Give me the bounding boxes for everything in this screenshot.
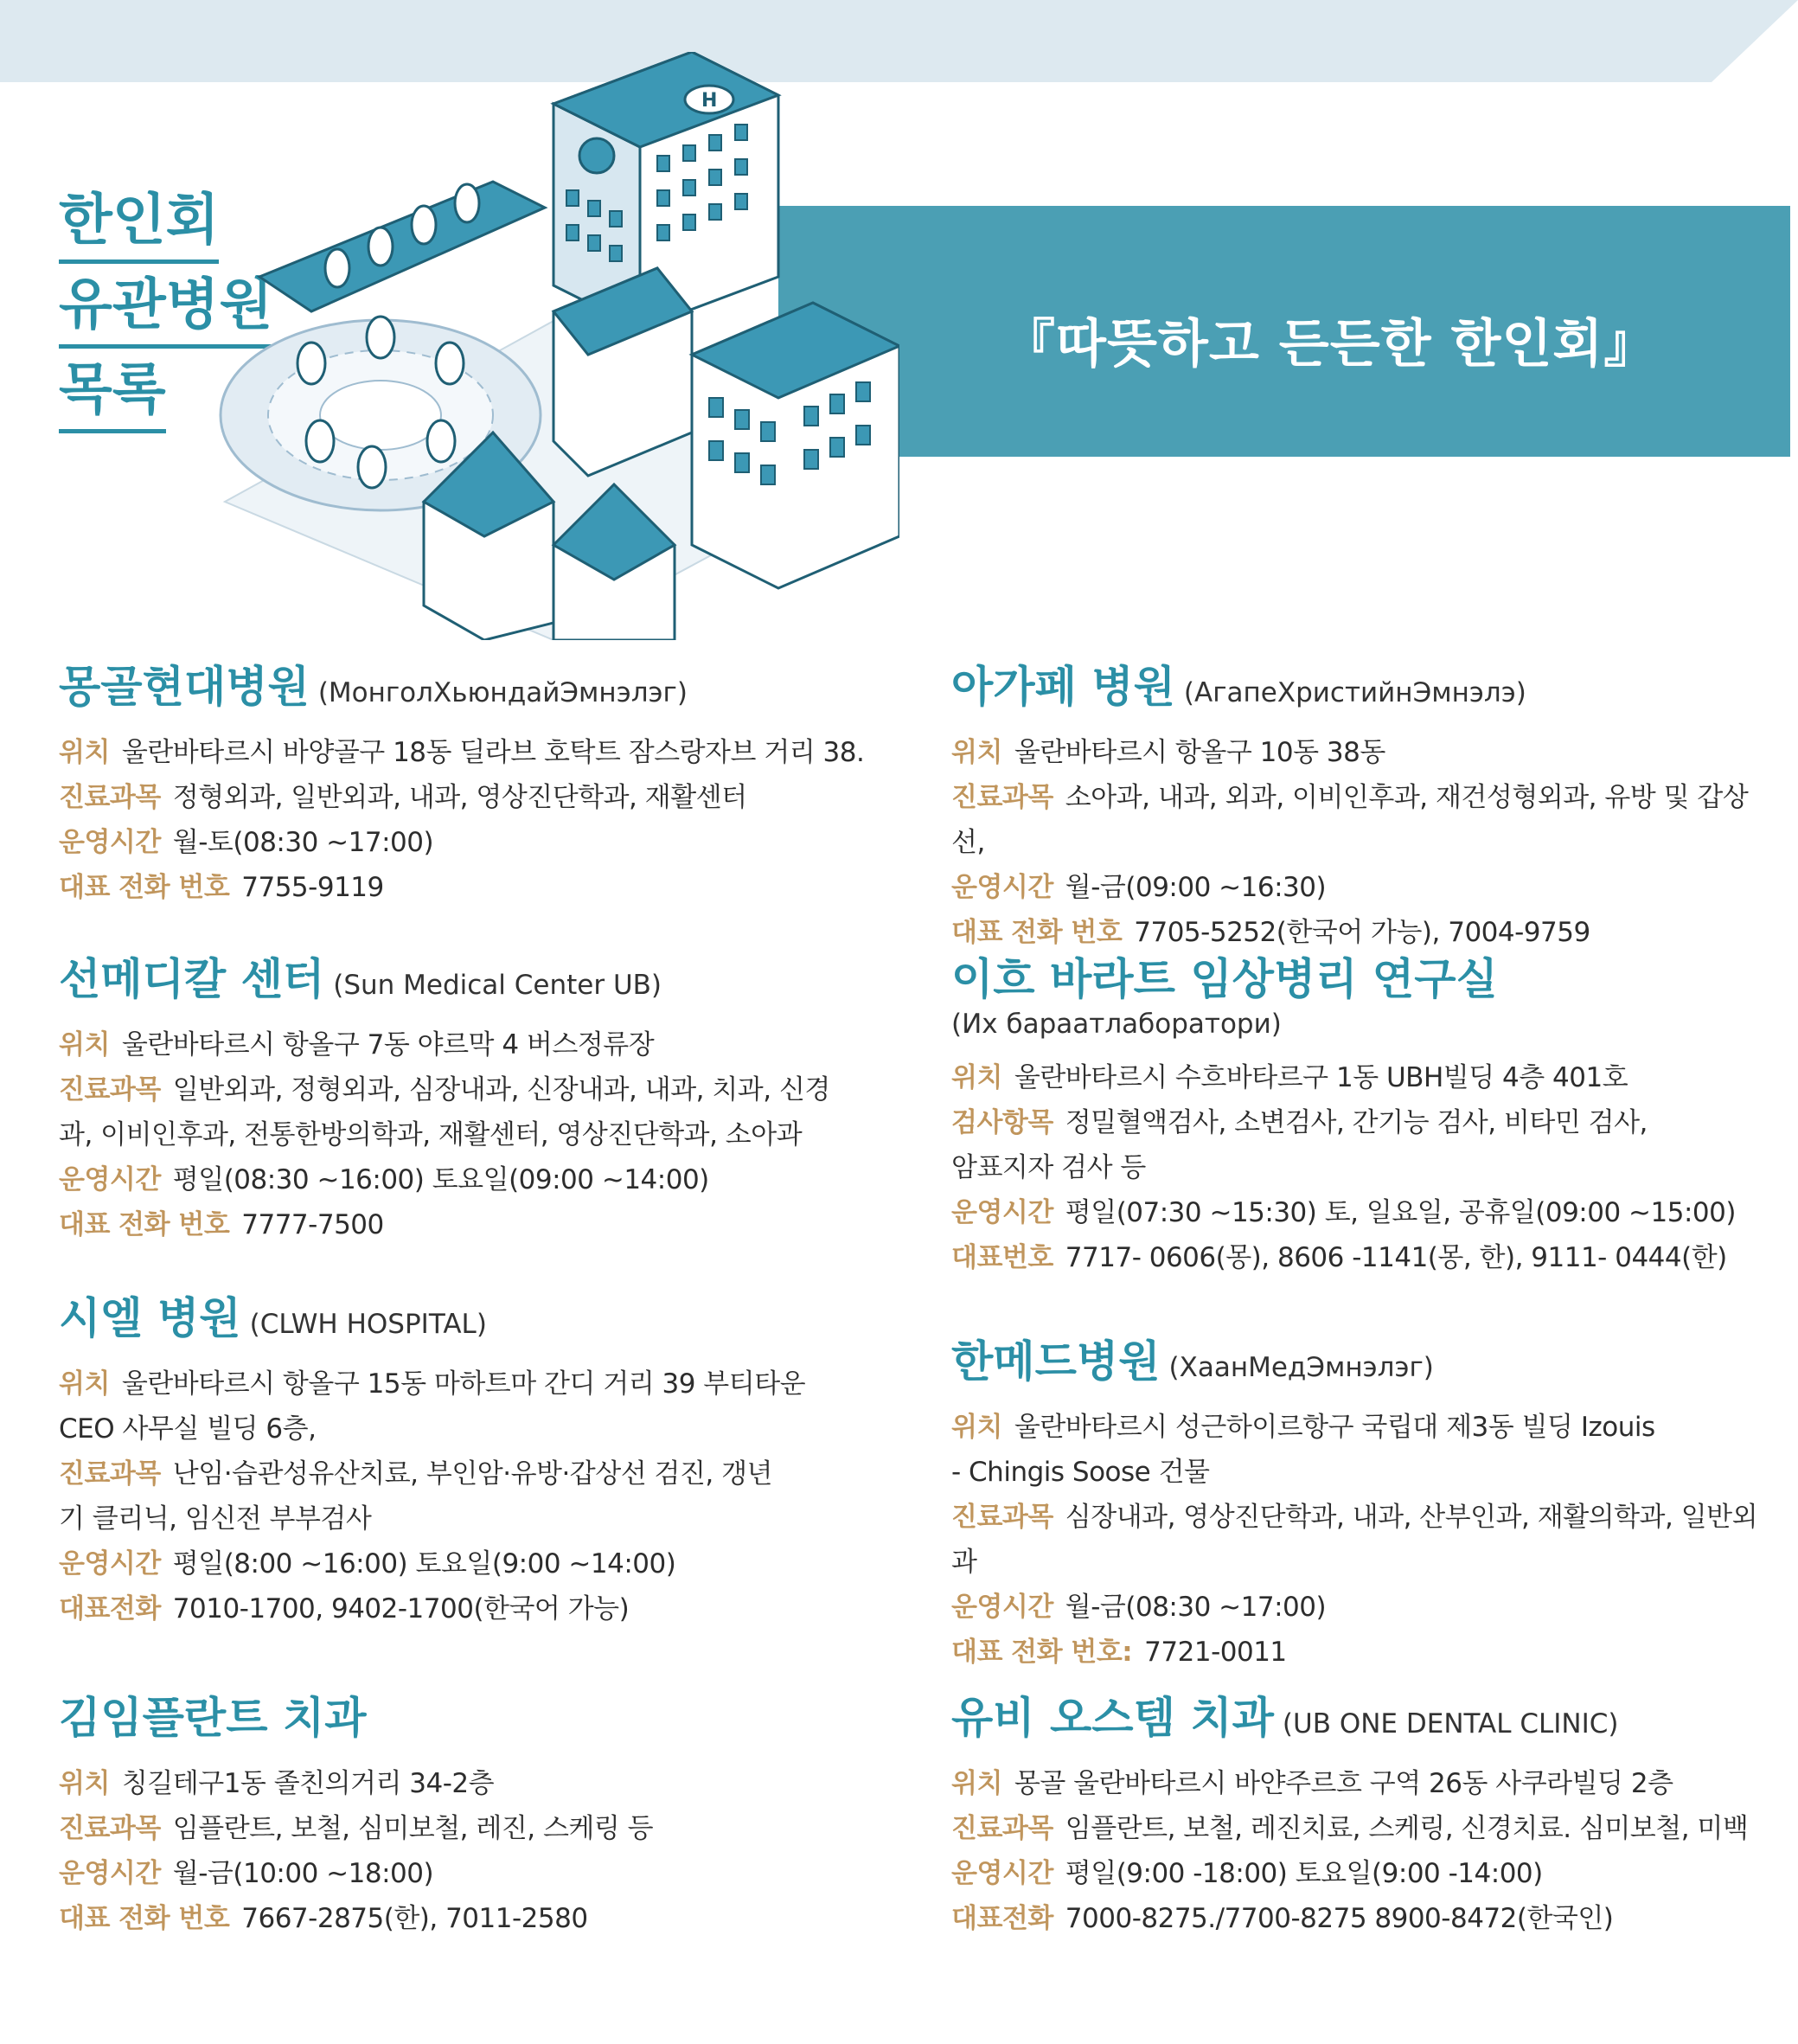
row-text: 7000-8275./7700-8275 8900-8472(한국인) bbox=[1065, 1903, 1614, 1934]
info-row-departments-cont bbox=[59, 1496, 889, 1541]
title-line-3: 목록 bbox=[59, 351, 166, 433]
info-row-departments bbox=[59, 1067, 889, 1112]
row-text: 암표지자 검사 등 bbox=[951, 1152, 1146, 1183]
info-row-hours bbox=[951, 1851, 1782, 1896]
row-text: CEO 사무실 빌딩 6층, bbox=[59, 1413, 317, 1445]
info-row-phone bbox=[951, 1896, 1782, 1941]
info-row-location bbox=[59, 730, 889, 775]
row-text: 7010-1700, 9402-1700(한국어 가능) bbox=[172, 1593, 630, 1624]
hospital-name: 유비 오스템 치과 bbox=[951, 1693, 1274, 1743]
row-label: 진료과목 bbox=[59, 1074, 161, 1105]
row-label: 위치 bbox=[59, 1368, 110, 1400]
info-row-location bbox=[951, 730, 1782, 775]
row-label: 위치 bbox=[59, 1029, 110, 1060]
info-row-departments bbox=[951, 775, 1782, 865]
row-text: 소아과, 내과, 외과, 이비인후과, 재건성형외과, 유방 및 갑상선, bbox=[951, 782, 1749, 858]
row-text: 7705-5252(한국어 가능), 7004-9759 bbox=[1134, 917, 1590, 948]
info-row-phone bbox=[951, 1630, 1782, 1675]
row-label: 대표 전화 번호 bbox=[59, 1903, 230, 1934]
hospital-entry-mongol-hyundai bbox=[59, 652, 889, 910]
info-row-location bbox=[951, 1405, 1782, 1450]
row-label: 위치 bbox=[59, 1768, 110, 1799]
info-row-departments-cont bbox=[59, 1112, 889, 1157]
row-text: 임플란트, 보철, 레진치료, 스케링, 신경치료. 심미보철, 미백 bbox=[1065, 1813, 1749, 1844]
row-text: 일반외과, 정형외과, 심장내과, 신장내과, 내과, 치과, 신경 bbox=[172, 1074, 830, 1105]
row-label: 대표 전화 번호 bbox=[59, 872, 230, 903]
row-text: 기 클리닉, 임신전 부부검사 bbox=[59, 1503, 372, 1535]
info-row-departments bbox=[951, 1806, 1782, 1851]
hospital-subtitle: (АгапеХристийнЭмнэлэ) bbox=[1183, 677, 1526, 708]
row-text: 과, 이비인후과, 전통한방의학과, 재활센터, 영상진단학과, 소아과 bbox=[59, 1119, 803, 1150]
hospital-name: 아가페 병원 bbox=[951, 662, 1175, 712]
row-label: 대표 전화 번호: bbox=[951, 1637, 1133, 1668]
info-row-location bbox=[951, 1055, 1782, 1100]
row-label: 운영시간 bbox=[59, 827, 161, 858]
info-row-departments bbox=[59, 775, 889, 820]
info-row-phone bbox=[59, 865, 889, 910]
row-label: 위치 bbox=[951, 1062, 1002, 1093]
row-label: 운영시간 bbox=[951, 872, 1053, 903]
info-row-hours bbox=[59, 1541, 889, 1586]
info-row-location bbox=[951, 1761, 1782, 1806]
row-label: 대표 전화 번호 bbox=[59, 1209, 230, 1240]
row-label: 위치 bbox=[951, 1412, 1002, 1443]
row-text: 평일(9:00 -18:00) 토요일(9:00 -14:00) bbox=[1065, 1858, 1543, 1889]
row-text: 임플란트, 보철, 심미보철, 레진, 스케링 등 bbox=[172, 1813, 654, 1844]
row-text: 난임·습관성유산치료, 부인암·유방·갑상선 검진, 갱년 bbox=[172, 1458, 772, 1490]
row-label: 운영시간 bbox=[59, 1548, 161, 1579]
row-label: 위치 bbox=[951, 737, 1002, 768]
slogan-text: 『따뜻하고 든든한 한인회』 bbox=[1003, 314, 1657, 375]
info-row-location bbox=[59, 1022, 889, 1067]
row-text: 울란바타르시 수흐바타르구 1동 UBH빌딩 4층 401호 bbox=[1014, 1062, 1628, 1093]
row-label: 진료과목 bbox=[59, 1813, 161, 1844]
row-text: 7777-7500 bbox=[241, 1209, 384, 1240]
row-label: 운영시간 bbox=[951, 1592, 1053, 1623]
hospital-city-illustration bbox=[208, 52, 899, 640]
info-row-hours bbox=[59, 1851, 889, 1896]
info-row-hours bbox=[59, 820, 889, 865]
row-label: 진료과목 bbox=[59, 782, 161, 813]
title-line-1: 한인회 bbox=[59, 182, 219, 264]
row-text: 7755-9119 bbox=[241, 872, 384, 903]
row-text: 몽골 울란바타르시 바얀주르흐 구역 26동 사쿠라빌딩 2층 bbox=[1014, 1768, 1673, 1799]
row-label: 운영시간 bbox=[59, 1858, 161, 1889]
row-label: 대표번호 bbox=[951, 1242, 1053, 1273]
row-label: 대표전화 bbox=[951, 1903, 1053, 1934]
info-row-phone bbox=[59, 1586, 889, 1631]
row-label: 검사항목 bbox=[951, 1107, 1053, 1138]
info-row-departments bbox=[951, 1495, 1782, 1585]
row-label: 진료과목 bbox=[59, 1458, 161, 1490]
hospital-entry-clwh bbox=[59, 1284, 889, 1631]
row-text: 칭길테구1동 졸친의거리 34-2층 bbox=[121, 1768, 495, 1799]
title-line-2: 유관병원 bbox=[59, 266, 272, 349]
row-text: 월-금(10:00 ~18:00) bbox=[172, 1858, 434, 1889]
hospital-name: 한메드병원 bbox=[951, 1336, 1161, 1387]
info-row-location bbox=[59, 1761, 889, 1806]
row-label: 위치 bbox=[951, 1768, 1002, 1799]
hospital-subtitle: (CLWH HOSPITAL) bbox=[249, 1309, 487, 1340]
row-text: 월-금(09:00 ~16:30) bbox=[1065, 872, 1327, 903]
row-text: 울란바타르시 항올구 10동 38동 bbox=[1014, 737, 1385, 768]
info-row-hours bbox=[951, 1190, 1782, 1235]
info-row-hours bbox=[951, 865, 1782, 910]
info-row-location-cont bbox=[951, 1450, 1782, 1495]
row-label: 위치 bbox=[59, 737, 110, 768]
row-text: 평일(8:00 ~16:00) 토요일(9:00 ~14:00) bbox=[172, 1548, 676, 1579]
info-row-departments bbox=[59, 1806, 889, 1851]
row-text: 7717- 0606(몽), 8606 -1141(몽, 한), 9111- 0444(한) bbox=[1065, 1242, 1727, 1273]
hospital-entry-ub-osstem bbox=[951, 1683, 1782, 1941]
hospital-name: 이흐 바라트 임상병리 연구실 bbox=[951, 954, 1498, 1004]
hospital-subtitle: (Sun Medical Center UB) bbox=[333, 970, 662, 1001]
hospital-name: 김임플란트 치과 bbox=[59, 1693, 367, 1743]
info-row-phone bbox=[951, 1235, 1782, 1280]
row-label: 대표 전화 번호 bbox=[951, 917, 1123, 948]
info-row-hours bbox=[951, 1585, 1782, 1630]
row-label: 운영시간 bbox=[951, 1858, 1053, 1889]
row-text: 월-토(08:30 ~17:00) bbox=[172, 827, 434, 858]
hospital-entry-sun-medical bbox=[59, 945, 889, 1247]
row-text: 정밀혈액검사, 소변검사, 간기능 검사, 비타민 검사, bbox=[1065, 1107, 1648, 1138]
hospital-entry-agape bbox=[951, 652, 1782, 955]
row-label: 운영시간 bbox=[951, 1197, 1053, 1228]
hospital-subtitle: (UB ONE DENTAL CLINIC) bbox=[1282, 1708, 1619, 1740]
row-text: 정형외과, 일반외과, 내과, 영상진단학과, 재활센터 bbox=[172, 782, 747, 813]
row-text: 7721-0011 bbox=[1144, 1637, 1287, 1668]
hospital-entry-kim-implant bbox=[59, 1683, 889, 1941]
hospital-name: 시엘 병원 bbox=[59, 1293, 241, 1343]
hospital-subtitle: (Их бараатлаборатори) bbox=[951, 1009, 1282, 1040]
hospital-name: 선메디칼 센터 bbox=[59, 954, 325, 1004]
row-label: 운영시간 bbox=[59, 1164, 161, 1195]
row-text: 월-금(08:30 ~17:00) bbox=[1065, 1592, 1327, 1623]
row-text: 7667-2875(한), 7011-2580 bbox=[241, 1903, 588, 1934]
row-text: 평일(07:30 ~15:30) 토, 일요일, 공휴일(09:00 ~15:00) bbox=[1065, 1197, 1736, 1228]
hospital-name: 몽골현대병원 bbox=[59, 662, 310, 712]
row-text: 울란바타르시 성근하이르항구 국립대 제3동 빌딩 Izouis bbox=[1014, 1412, 1655, 1443]
info-row-departments bbox=[59, 1451, 889, 1496]
row-text: 평일(08:30 ~16:00) 토요일(09:00 ~14:00) bbox=[172, 1164, 709, 1195]
info-row-tests bbox=[951, 1100, 1782, 1145]
row-text: - Chingis Soose 건물 bbox=[951, 1457, 1210, 1488]
row-text: 심장내과, 영상진단학과, 내과, 산부인과, 재활의학과, 일반외과 bbox=[951, 1502, 1758, 1578]
row-label: 진료과목 bbox=[951, 1502, 1053, 1533]
info-row-tests-cont bbox=[951, 1145, 1782, 1190]
row-text: 울란바타르시 바양골구 18동 딜라브 호탁트 잠스랑자브 거리 38. bbox=[121, 737, 865, 768]
hospital-subtitle: (МонголХьюндайЭмнэлэг) bbox=[317, 677, 688, 708]
row-label: 진료과목 bbox=[951, 782, 1053, 813]
info-row-location-cont bbox=[59, 1406, 889, 1451]
info-row-hours bbox=[59, 1157, 889, 1202]
helipad-label: H bbox=[701, 90, 718, 112]
row-label: 대표전화 bbox=[59, 1593, 161, 1624]
hospital-entry-ikh-baraat-lab bbox=[951, 945, 1782, 1280]
info-row-location bbox=[59, 1362, 889, 1406]
row-label: 진료과목 bbox=[951, 1813, 1053, 1844]
info-row-phone bbox=[59, 1202, 889, 1247]
row-text: 울란바타르시 항올구 15동 마하트마 간디 거리 39 부티타운 bbox=[121, 1368, 806, 1400]
hospital-entry-hanmed bbox=[951, 1327, 1782, 1675]
hospital-subtitle: (ХаанМедЭмнэлэг) bbox=[1168, 1352, 1434, 1383]
row-text: 울란바타르시 항올구 7동 야르막 4 버스정류장 bbox=[121, 1029, 655, 1060]
info-row-phone bbox=[59, 1896, 889, 1941]
